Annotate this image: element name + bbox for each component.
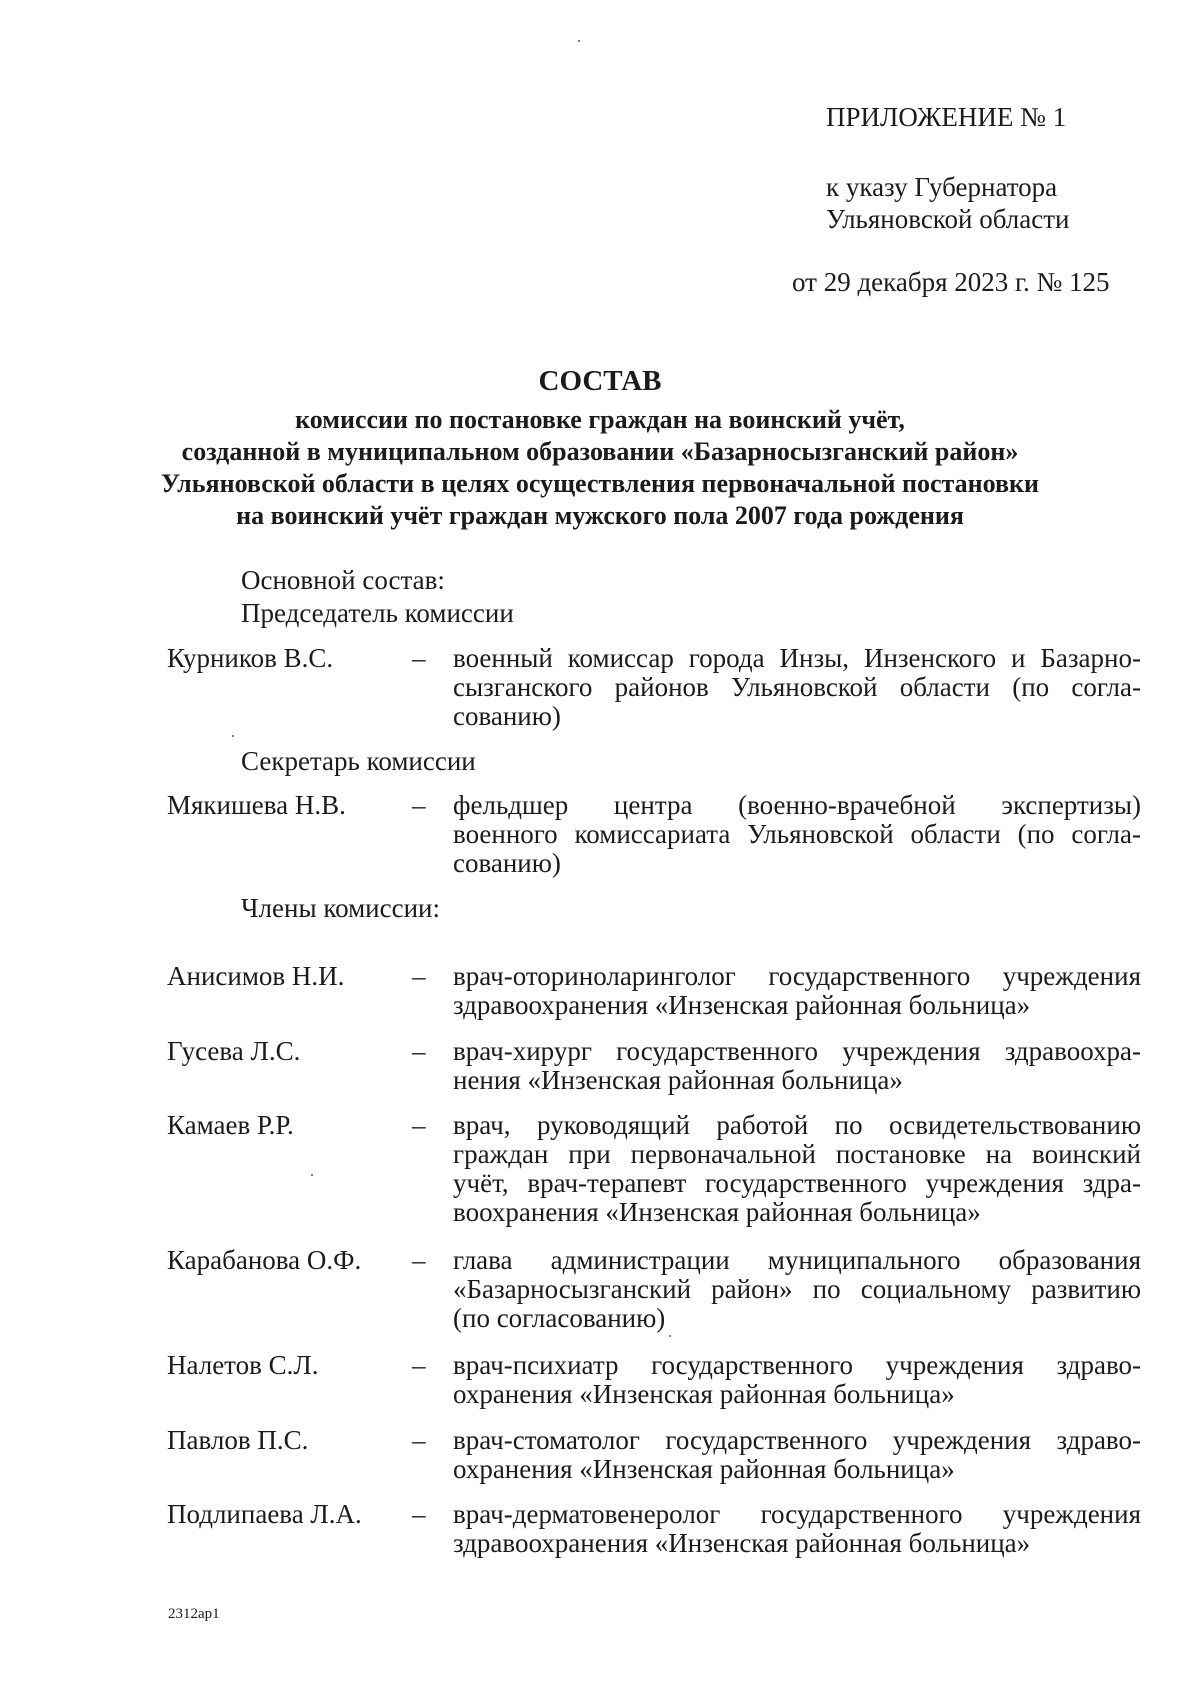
member-description-line: нения «Инзенская районная больница»	[453, 1065, 903, 1095]
decree-reference-line1: к указу Губернатора	[826, 172, 1058, 202]
member-description-line: врач-оториноларинголог государственного учреждения	[453, 961, 1141, 991]
member-description-line: военный комиссар города Инзы, Инзенского и Базарно-	[453, 643, 1141, 673]
member-description-line: охранения «Инзенская районная больница»	[453, 1379, 955, 1409]
section-members: Члены комиссии:	[241, 893, 440, 923]
member-description-line: военного комиссариата Ульяновской области (по согла-	[453, 819, 1141, 849]
member-description-line: «Базарносызганский район» по социальному развитию	[453, 1274, 1141, 1304]
dash-separator: –	[412, 1110, 426, 1140]
scan-speck	[232, 735, 234, 737]
member-description-line: охранения «Инзенская районная больница»	[453, 1454, 955, 1484]
section-main-composition: Основной состав:	[241, 565, 445, 595]
member-description-line: сызганского районов Ульяновской области (по согла-	[453, 672, 1141, 702]
subtitle-line-1: комиссии по постановке граждан на воинский учёт,	[295, 405, 905, 434]
member-description-line: фельдшер центра (военно-врачебной экспертизы)	[453, 790, 1141, 820]
dash-separator: –	[412, 643, 426, 673]
member-description-line: глава администрации муниципального образования	[453, 1245, 1141, 1275]
member-name: Курников В.С.	[167, 643, 334, 673]
member-name: Подлипаева Л.А.	[167, 1499, 362, 1529]
subtitle-line-3: Ульяновской области в целях осуществления первоначальной постановки	[161, 469, 1039, 498]
dash-separator: –	[412, 1499, 426, 1529]
member-description-line: граждан при первоначальной постановке на воинский	[453, 1139, 1141, 1169]
dash-separator: –	[412, 1245, 426, 1275]
scan-speck	[311, 1174, 313, 1176]
member-description-line: здравоохранения «Инзенская районная больница»	[453, 1528, 1031, 1558]
decree-reference-line2: Ульяновской области	[826, 204, 1070, 234]
subtitle-line-2: созданной в муниципальном образовании «Базарносызганский район»	[181, 437, 1019, 466]
member-name: Павлов П.С.	[167, 1425, 309, 1455]
member-name: Карабанова О.Ф.	[167, 1245, 362, 1275]
section-secretary: Секретарь комиссии	[241, 746, 476, 776]
document-title: СОСТАВ	[538, 365, 662, 397]
member-description-line: сованию)	[453, 848, 561, 878]
member-name: Гусева Л.С.	[167, 1036, 301, 1066]
member-description-line: врач-психиатр государственного учреждения здраво-	[453, 1350, 1141, 1380]
appendix-label: ПРИЛОЖЕНИЕ № 1	[826, 102, 1067, 132]
member-name: Налетов С.Л.	[167, 1350, 319, 1380]
section-chairman: Председатель комиссии	[241, 598, 514, 628]
member-description-line: сованию)	[453, 701, 561, 731]
dash-separator: –	[412, 1425, 426, 1455]
member-description-line: врач-дерматовенеролог государственного учреждения	[453, 1499, 1141, 1529]
member-description-line: (по согласованию)	[453, 1303, 666, 1333]
member-name: Мякишева Н.В.	[167, 790, 346, 820]
scan-speck	[578, 40, 580, 42]
decree-date: от 29 декабря 2023 г. № 125	[792, 267, 1110, 297]
scan-speck	[669, 1335, 671, 1337]
dash-separator: –	[412, 1350, 426, 1380]
subtitle-line-4: на воинский учёт граждан мужского пола 2007 года рождения	[236, 501, 964, 530]
member-name: Анисимов Н.И.	[167, 961, 345, 991]
member-description-line: учёт, врач-терапевт государственного учреждения здра-	[453, 1168, 1141, 1198]
dash-separator: –	[412, 790, 426, 820]
member-description-line: врач-хирург государственного учреждения здравоохра-	[453, 1036, 1141, 1066]
member-description-line: врач, руководящий работой по освидетельствованию	[453, 1110, 1141, 1140]
member-description-line: врач-стоматолог государственного учреждения здраво-	[453, 1425, 1141, 1455]
member-description-line: воохранения «Инзенская районная больница»	[453, 1197, 981, 1227]
dash-separator: –	[412, 961, 426, 991]
document-code: 2312ap1	[168, 1606, 220, 1622]
member-name: Камаев Р.Р.	[167, 1110, 294, 1140]
dash-separator: –	[412, 1036, 426, 1066]
member-description-line: здравоохранения «Инзенская районная больница»	[453, 990, 1031, 1020]
